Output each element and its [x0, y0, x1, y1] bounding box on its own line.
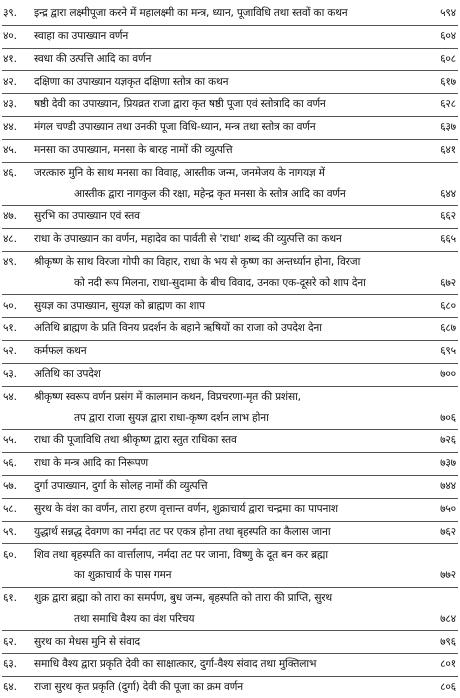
entry-page-number: ६६२: [440, 210, 456, 223]
entry-page-number: ७५०: [440, 502, 456, 515]
entry-title-line: अतिथि का उपदेश: [34, 368, 101, 381]
entry-page-number: ५९४: [440, 7, 456, 19]
toc-entry: [0, 453, 460, 474]
entry-title-line: सुरभि का उपाख्यान एवं स्तव: [34, 210, 140, 223]
entry-number: ४४.: [3, 121, 17, 134]
entry-title-line: सुरथ का मेधस मुनि से संवाद: [34, 635, 140, 648]
entry-title-line: तप द्वारा राजा सुयज्ञ द्वारा राधा-कृष्ण दर्शन लाभ होना: [74, 411, 269, 424]
entry-page-number: ७४४: [440, 480, 456, 493]
toc-entry: [0, 632, 460, 653]
toc-entry: [0, 206, 460, 227]
toc-entry: [0, 229, 460, 250]
entry-title-line: कर्मफल कथन: [34, 345, 87, 358]
entry-title-line: शुक्र द्वारा ब्रह्मा को तारा का समर्पण, बुध जन्म, बृहस्पति को तारा की प्राप्ति, सुरथ: [34, 592, 332, 605]
entry-title-line: का शुक्राचार्य के पास गमन: [74, 569, 172, 582]
entry-title-line: दक्षिणा का उपाख्यान यज्ञकृत दक्षिणा स्तोत्र का कथन: [34, 75, 229, 88]
entry-page-number: ७००: [440, 368, 456, 381]
entry-title-line: षष्ठी देवी का उपाख्यान, प्रियव्रत राजा द्वारा कृत षष्ठी पूजा एवं स्तोत्रादि का वर्णन: [34, 98, 326, 111]
entry-title-line: जरत्कारु मुनि के साथ मनसा का विवाह, आस्तीक जन्म, जनमेजय के नागयज्ञ में: [34, 166, 325, 179]
entry-page-number: ६६५: [440, 233, 456, 246]
toc-entry: [0, 588, 460, 629]
entry-number: ४३.: [3, 98, 17, 111]
entry-page-number: ६०४: [440, 29, 456, 42]
entry-number: ५७.: [3, 480, 17, 493]
entry-number: ५२.: [3, 345, 17, 358]
toc-entry: [0, 387, 460, 428]
entry-number: ४५.: [3, 144, 17, 157]
entry-title-line: तथा समाधि वैश्य का वंश परिचय: [74, 612, 195, 625]
toc-entry: [0, 140, 460, 161]
entry-page-number: ६८७: [440, 322, 456, 335]
entry-title-line: मनसा का उपाख्यान, मनसा के बारह नामों की व्युत्पत्ति: [34, 144, 233, 157]
entry-number: ४०.: [3, 29, 17, 42]
entry-page-number: ७६२: [440, 525, 456, 538]
entry-number: ४७.: [3, 210, 17, 223]
entry-page-number: ७३७: [440, 457, 456, 470]
entry-title-line: सुयज्ञ का उपाख्यान, सुयज्ञ को ब्राह्मण का शाप: [34, 299, 205, 312]
entry-title-line: राधा के मन्त्र आदि का निरूपण: [34, 457, 148, 470]
entry-number: ५५.: [3, 434, 17, 447]
entry-page-number: ६०८: [440, 52, 456, 65]
toc-entry: [0, 49, 460, 70]
entry-number: ५१.: [3, 322, 17, 335]
toc-entry: [0, 26, 460, 47]
entry-page-number: ७८४: [440, 612, 456, 625]
entry-page-number: ८०१: [440, 658, 456, 671]
toc-entry: [0, 94, 460, 115]
entry-number: ६०.: [3, 548, 17, 561]
entry-title-line: स्वाहा का उपाख्यान वर्णन: [34, 29, 129, 42]
entry-number: ५९.: [3, 525, 17, 538]
toc-entry: [0, 654, 460, 675]
entry-page-number: ७०६: [440, 411, 456, 424]
entry-page-number: ६१७: [440, 75, 456, 88]
entry-number: ३९.: [3, 7, 17, 19]
entry-title-line: युद्धार्थ सन्नद्ध देवगण का नर्मदा तट पर एकत्र होना तथा बृहस्पति का कैलास जाना: [34, 525, 331, 538]
entry-number: ५०.: [3, 299, 17, 312]
toc-entry: [0, 499, 460, 520]
toc-entry: [0, 117, 460, 138]
entry-page-number: ६३७: [440, 121, 456, 134]
entry-number: ४१.: [3, 52, 17, 65]
entry-number: ५८.: [3, 502, 17, 515]
entry-title-line: दुर्गा उपाख्यान, दुर्गा के सोलह नामों की व्युत्पत्ति: [34, 480, 208, 493]
entry-page-number: ६४१: [440, 144, 456, 157]
entry-title-line: मंगल चण्डी उपाख्यान तथा उनकी पूजा विधि-ध्यान, मन्त्र तथा स्तोत्र का वर्णन: [34, 121, 316, 134]
entry-page-number: ७२६: [440, 434, 456, 447]
entry-title-line: श्रीकृष्ण स्वरूप वर्णन प्रसंग में कालमान कथन, विप्रचरणा-मृत की प्रशंसा,: [34, 390, 301, 403]
toc-entry: [0, 430, 460, 451]
entry-number: ६२.: [3, 635, 17, 648]
toc-entry: [0, 522, 460, 543]
entry-page-number: ८०६: [440, 681, 456, 694]
entry-number: ६३.: [3, 658, 17, 671]
entry-page-number: ७७२: [440, 569, 456, 582]
entry-page-number: ७९६: [440, 635, 456, 648]
entry-title-line: राजा सुरथ कृत प्रकृति (दुर्गा) देवी की पूजा का क्रम वर्णन: [34, 681, 243, 694]
toc-entry: [0, 677, 460, 698]
entry-title-line: शिव तथा बृहस्पति का वार्त्तालाप, नर्मदा तट पर जाना, विष्णु के दूत बन कर ब्रह्मा: [34, 548, 328, 561]
entry-page-number: ६८०: [440, 299, 456, 312]
entry-title-line: राधा की पूजाविधि तथा श्रीकृष्ण द्वारा स्तुत राधिका स्तव: [34, 434, 237, 447]
entry-number: ४२.: [3, 75, 17, 88]
entry-number: ६१.: [3, 592, 17, 605]
toc-entry: [0, 3, 460, 24]
toc-entry: [0, 252, 460, 293]
entry-page-number: ६२८: [440, 98, 456, 111]
entry-number: ४६.: [3, 166, 17, 179]
toc-entry: [0, 318, 460, 339]
toc-entry: [0, 72, 460, 93]
entry-page-number: ६९५: [440, 345, 456, 358]
toc-entry: [0, 364, 460, 385]
entry-title-line: समाधि वैश्य द्वारा प्रकृति देवी का साक्षात्कार, दुर्गा-वैश्य संवाद तथा मुक्तिलाभ: [34, 658, 317, 671]
entry-number: ६४.: [3, 681, 17, 694]
entry-number: ४८.: [3, 233, 17, 246]
entry-number: ५४.: [3, 390, 17, 403]
entry-number: ५६.: [3, 457, 17, 470]
entry-number: ४९.: [3, 256, 17, 269]
entry-title-line: राधा के उपाख्यान का वर्णन, महादेव का पार्वती से 'राधा' शब्द की व्युत्पत्ति का कथन: [34, 233, 342, 246]
entry-page-number: ६७२: [440, 276, 456, 289]
entry-page-number: ६४४: [440, 187, 456, 200]
toc-entry: [0, 341, 460, 362]
entry-title-line: स्वधा की उत्पत्ति आदि का वर्णन: [34, 52, 152, 65]
toc-entry: [0, 476, 460, 497]
entry-title-line: को नदी रूप मिलना, राधा-सुदामा के बीच विवाद, उनका एक-दूसरे को शाप देना: [74, 276, 366, 289]
toc-entry: [0, 296, 460, 317]
toc-entry: [0, 163, 460, 204]
entry-title-line: आस्तीक द्वारा नागकुल की रक्षा, महेन्द्र कृत मनसा के स्तोत्र आदि का वर्णन: [74, 187, 346, 200]
toc-entry: [0, 545, 460, 586]
entry-title-line: अतिथि ब्राह्मण के प्रति विनय प्रदर्शन के बहाने ऋषियों का राजा को उपदेश देना: [34, 322, 322, 335]
entry-title-line: सुरथ के वंश का वर्णन, तारा हरण वृत्तान्त वर्णन, शुक्राचार्य द्वारा चन्द्रमा का पापनाश: [34, 502, 338, 515]
entry-number: ५३.: [3, 368, 17, 381]
entry-title-line: इन्द्र द्वारा लक्ष्मीपूजा करने में महालक्ष्मी का मन्त्र, ध्यान, पूजाविधि तथा स्तवों का कथन: [34, 7, 348, 19]
entry-title-line: श्रीकृष्ण के साथ विरजा गोपी का विहार, राधा के भय से कृष्ण का अन्तर्ध्यान होना, विरजा: [34, 256, 361, 269]
